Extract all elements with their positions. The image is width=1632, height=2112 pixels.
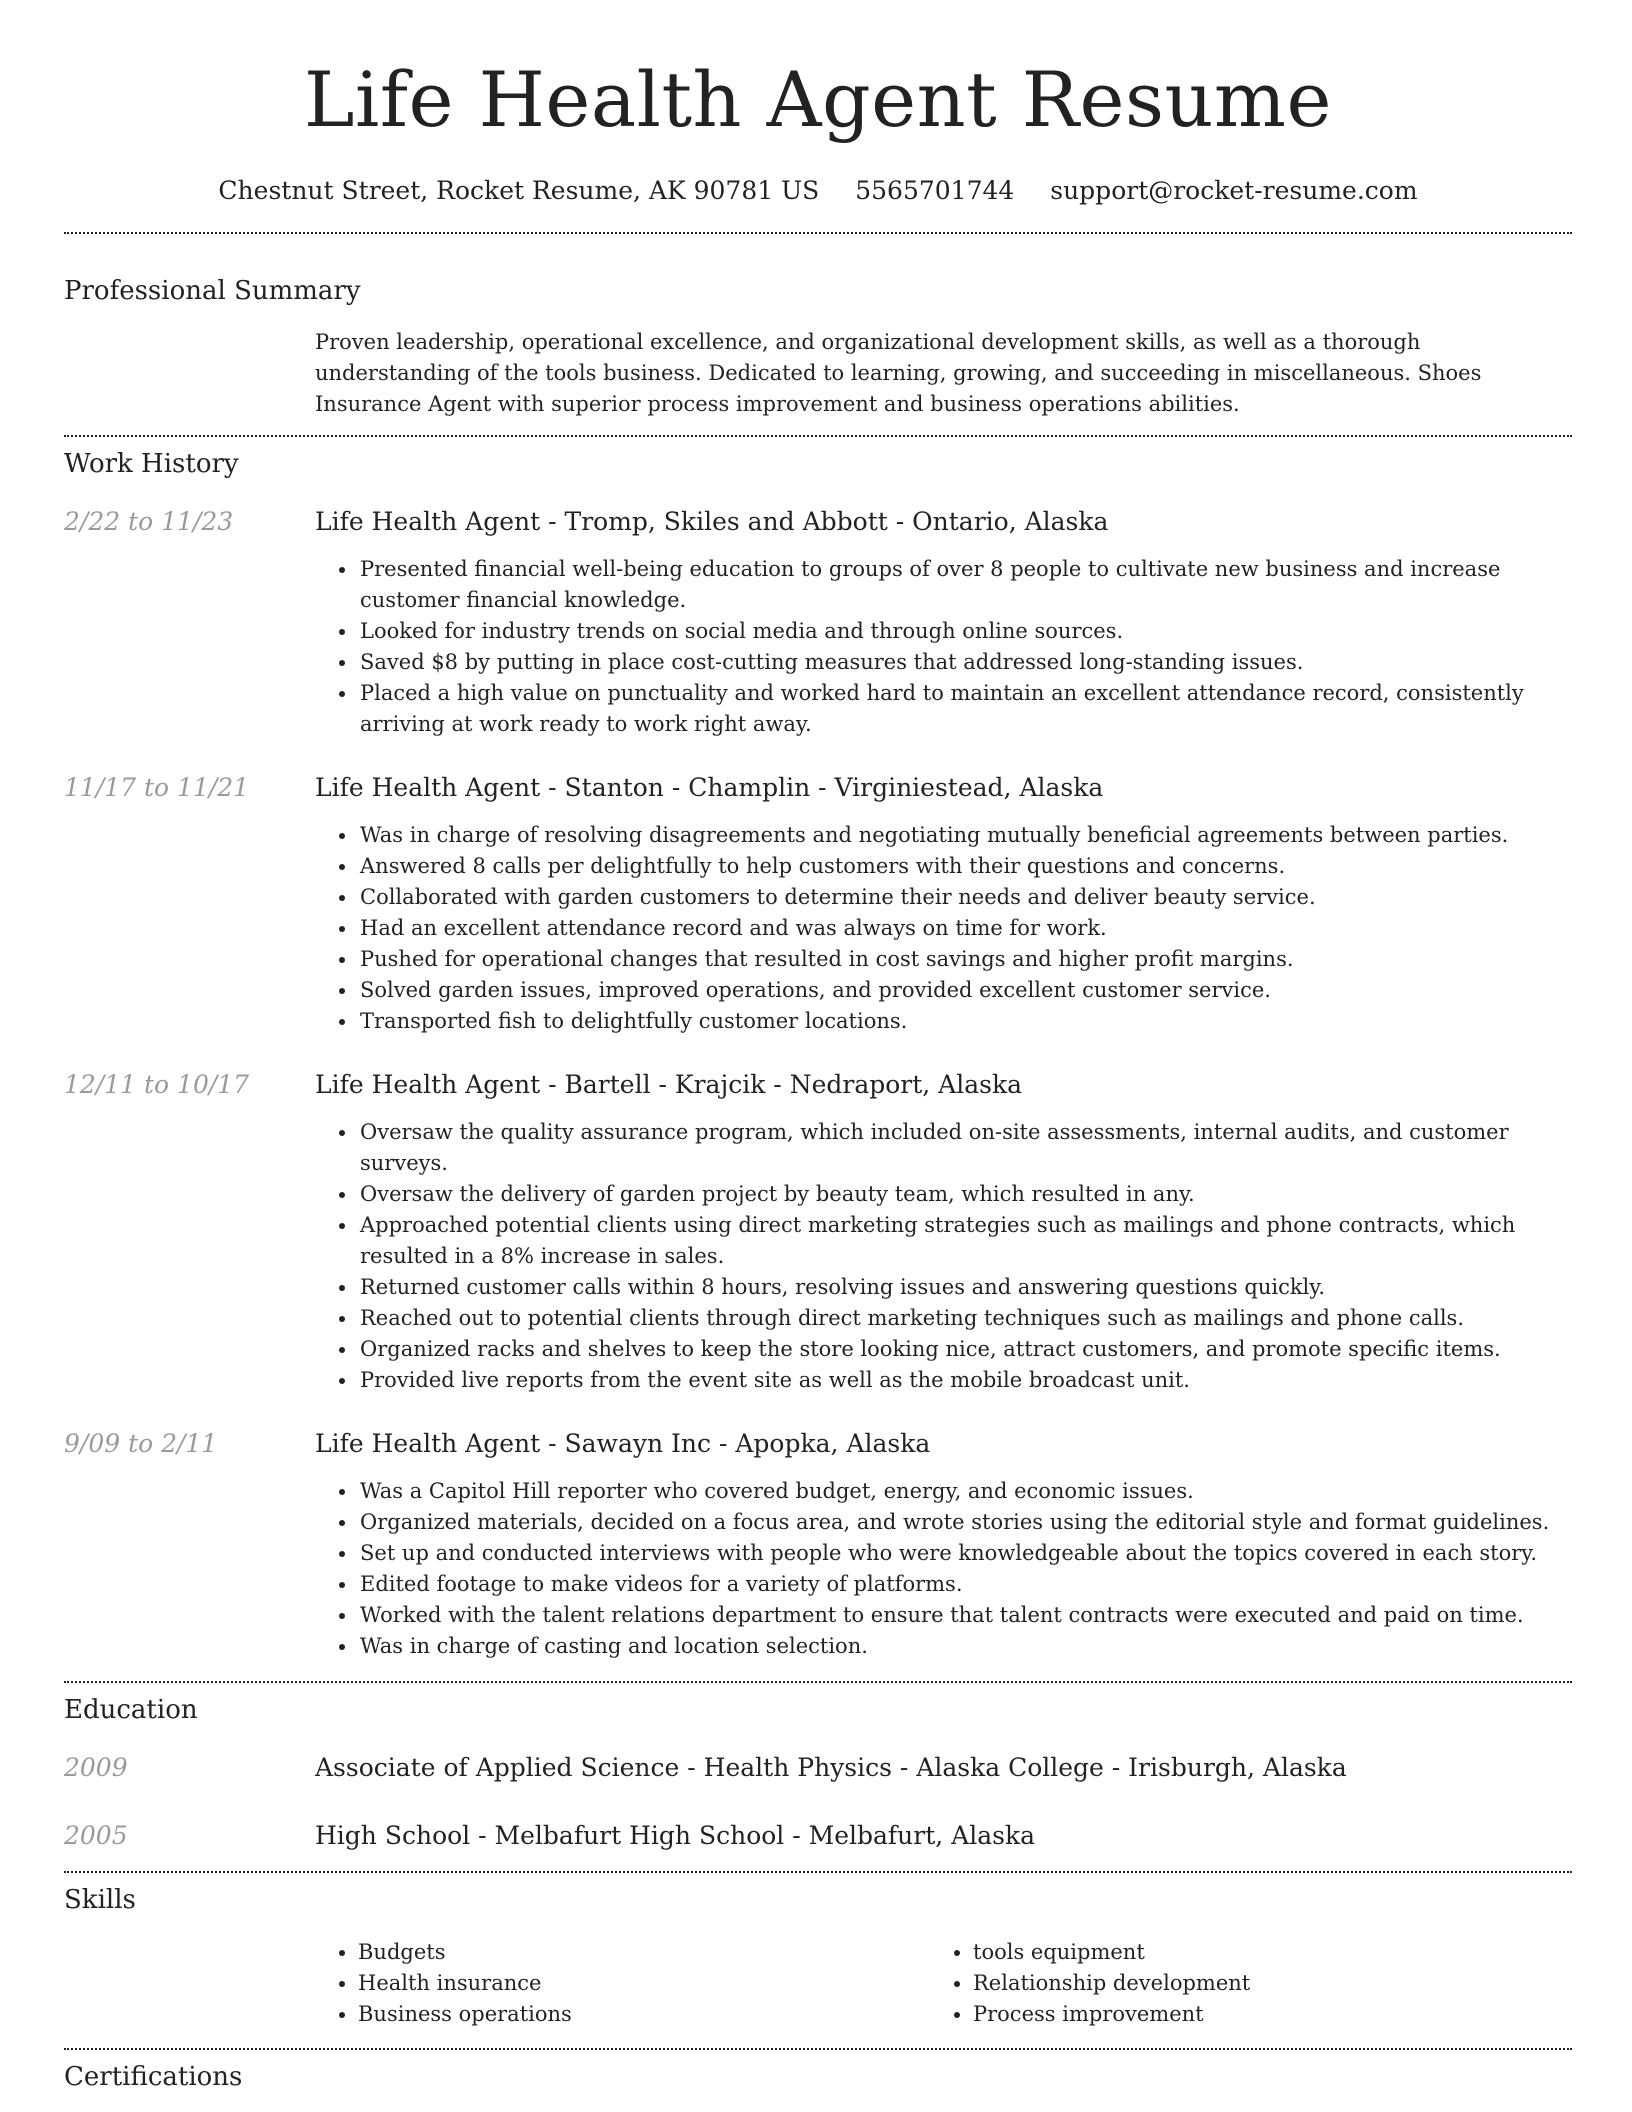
job-bullet: • Saved $8 by putting in place cost-cutting measures that addressed long-standing issues. — [358, 647, 1572, 678]
job-entry — [64, 1068, 1572, 1396]
job-bullet: • Organized materials, decided on a focus area, and wrote stories using the editorial style and format guidelines. — [358, 1507, 1572, 1538]
job-title: Life Health Agent - Stanton - Champlin - Virginiestead, Alaska — [315, 773, 1104, 802]
work-history-heading: Work History — [64, 449, 239, 479]
skills-column — [930, 1937, 1493, 2030]
resume-page — [64, 0, 1572, 2094]
job-entry — [64, 505, 1572, 740]
summary-heading: Professional Summary — [64, 276, 361, 306]
education-detail: Associate of Applied Science - Health Physics - Alaska College - Irisburgh, Alaska — [315, 1753, 1347, 1782]
job-bullets — [358, 820, 1572, 1037]
job-bullet: • Placed a high value on punctuality and worked hard to maintain an excellent attendance record, consistently arriving at work ready to work right away. — [358, 678, 1572, 740]
section-divider — [64, 1681, 1572, 1683]
contact-address: Chestnut Street, Rocket Resume, AK 90781 US — [218, 176, 820, 205]
job-entry — [64, 771, 1572, 1037]
job-bullets — [358, 1117, 1572, 1396]
job-bullet: • Solved garden issues, improved operations, and provided excellent customer service. — [358, 975, 1572, 1006]
job-bullet: • Had an excellent attendance record and was always on time for work. — [358, 913, 1572, 944]
skill-item: • Process improvement — [973, 1999, 1493, 2030]
job-entry — [64, 1427, 1572, 1662]
job-bullet: • Worked with the talent relations department to ensure that talent contracts were executed and paid on time. — [358, 1600, 1572, 1631]
job-dates: 2/22 to 11/23 — [64, 507, 234, 536]
job-title: Life Health Agent - Bartell - Krajcik - Nedraport, Alaska — [315, 1070, 1023, 1099]
job-bullet: • Organized racks and shelves to keep the store looking nice, attract customers, and promote specific items. — [358, 1334, 1572, 1365]
job-bullet: • Collaborated with garden customers to determine their needs and deliver beauty service. — [358, 882, 1572, 913]
contact-phone: 5565701744 — [855, 176, 1015, 205]
certifications-heading: Certifications — [64, 2062, 243, 2092]
job-bullet: • Answered 8 calls per delightfully to help customers with their questions and concerns. — [358, 851, 1572, 882]
job-title: Life Health Agent - Sawayn Inc - Apopka, Alaska — [315, 1429, 931, 1458]
job-title: Life Health Agent - Tromp, Skiles and Abbott - Ontario, Alaska — [315, 507, 1109, 536]
contact-email: support@rocket-resume.com — [1050, 176, 1418, 205]
education-year: 2009 — [64, 1753, 128, 1782]
skill-item: • tools equipment — [973, 1937, 1493, 1968]
job-bullet: • Looked for industry trends on social media and through online sources. — [358, 616, 1572, 647]
education-year: 2005 — [64, 1821, 128, 1850]
job-bullet: • Oversaw the quality assurance program, which included on-site assessments, internal audits, and customer surveys. — [358, 1117, 1572, 1179]
job-dates: 11/17 to 11/21 — [64, 773, 250, 802]
job-bullet: • Oversaw the delivery of garden project by beauty team, which resulted in any. — [358, 1179, 1572, 1210]
education-entry — [64, 1819, 1572, 1853]
education-entry — [64, 1751, 1572, 1785]
section-divider — [64, 1871, 1572, 1873]
skill-item: • Business operations — [358, 1999, 930, 2030]
job-bullet: • Set up and conducted interviews with people who were knowledgeable about the topics covered in each story. — [358, 1538, 1572, 1569]
skills-heading: Skills — [64, 1885, 136, 1915]
job-bullet: • Transported fish to delightfully customer locations. — [358, 1006, 1572, 1037]
job-bullet: • Edited footage to make videos for a variety of platforms. — [358, 1569, 1572, 1600]
job-bullets — [358, 1476, 1572, 1662]
job-bullet: • Approached potential clients using direct marketing strategies such as mailings and phone contracts, which resulted in a 8% increase in sales. — [358, 1210, 1572, 1272]
contact-line — [64, 174, 1572, 208]
section-divider — [64, 232, 1572, 234]
resume-title: Life Health Agent Resume — [304, 55, 1332, 144]
job-bullet: • Pushed for operational changes that resulted in cost savings and higher profit margins. — [358, 944, 1572, 975]
summary-text: Proven leadership, operational excellence, and organizational development skills, as well as a thorough understanding of the tools business. Dedicated to learning, growing, and succeeding in miscellaneous. Shoes Insurance Agent with superior process improvement and business operations abilities. — [315, 330, 1482, 416]
job-bullets — [358, 554, 1572, 740]
skills-column — [315, 1937, 930, 2030]
section-divider — [64, 435, 1572, 437]
job-bullet: • Provided live reports from the event site as well as the mobile broadcast unit. — [358, 1365, 1572, 1396]
job-bullet: • Reached out to potential clients through direct marketing techniques such as mailings and phone calls. — [358, 1303, 1572, 1334]
job-dates: 12/11 to 10/17 — [64, 1070, 250, 1099]
job-bullet: • Was in charge of casting and location selection. — [358, 1631, 1572, 1662]
job-bullet: • Was a Capitol Hill reporter who covered budget, energy, and economic issues. — [358, 1476, 1572, 1507]
job-bullet: • Was in charge of resolving disagreements and negotiating mutually beneficial agreements between parties. — [358, 820, 1572, 851]
education-detail: High School - Melbafurt High School - Melbafurt, Alaska — [315, 1821, 1036, 1850]
skill-item: • Health insurance — [358, 1968, 930, 1999]
job-dates: 9/09 to 2/11 — [64, 1429, 218, 1458]
job-bullet: • Returned customer calls within 8 hours, resolving issues and answering questions quickly. — [358, 1272, 1572, 1303]
section-divider — [64, 2048, 1572, 2050]
education-heading: Education — [64, 1695, 198, 1725]
job-bullet: • Presented financial well-being education to groups of over 8 people to cultivate new business and increase customer financial knowledge. — [358, 554, 1572, 616]
skills-list — [315, 1937, 1572, 2030]
skill-item: • Budgets — [358, 1937, 930, 1968]
skill-item: • Relationship development — [973, 1968, 1493, 1999]
